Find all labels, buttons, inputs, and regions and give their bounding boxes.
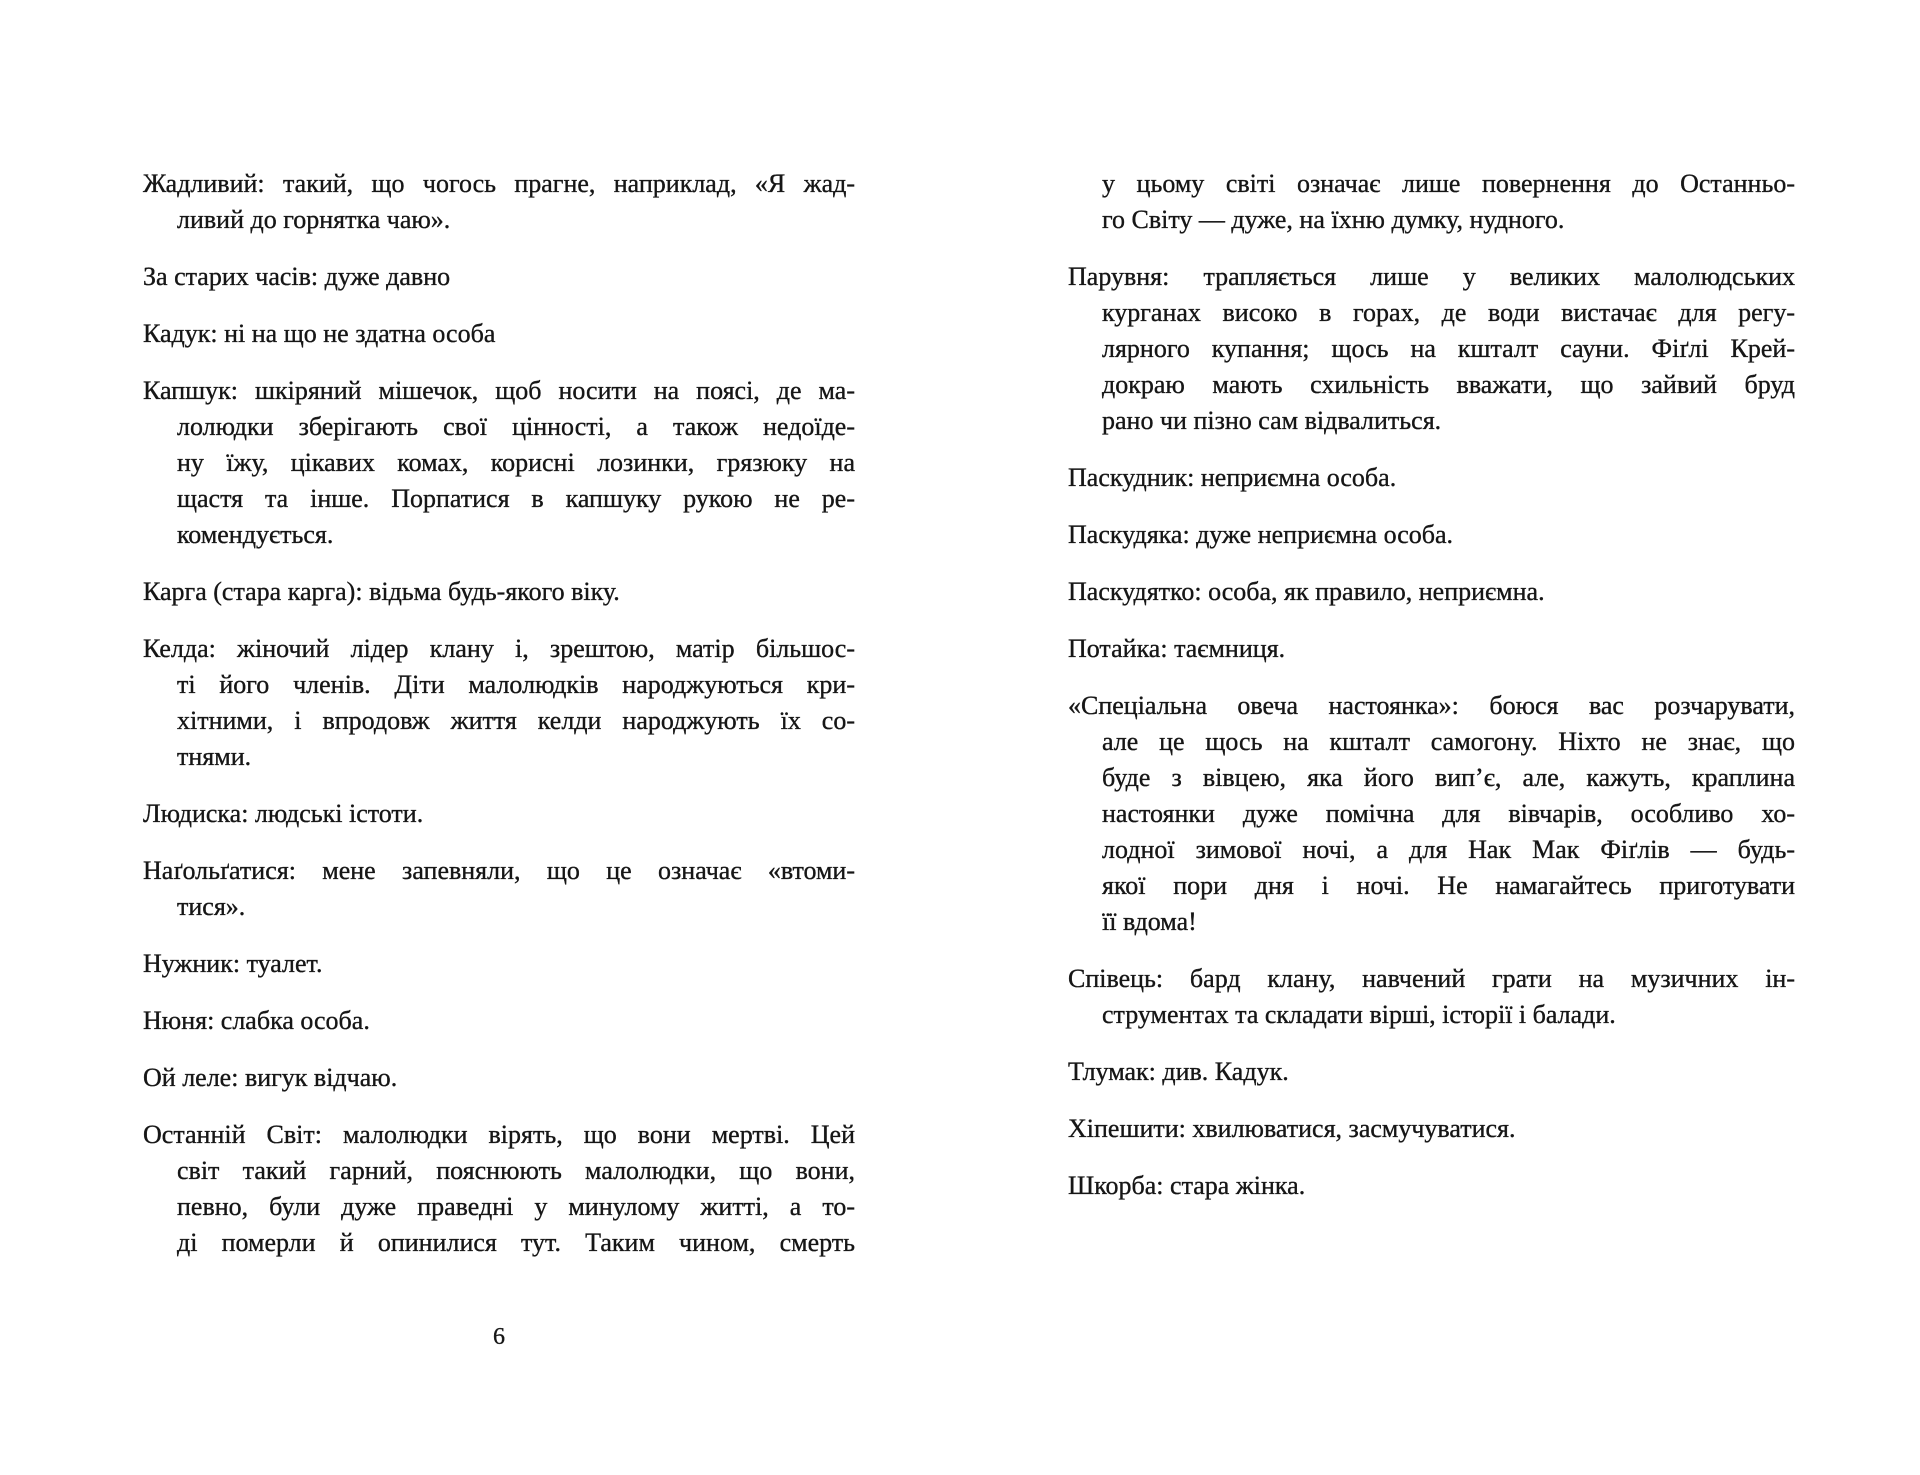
- text-line: Парувня: трапляється лише у великих малолюдських: [1068, 262, 1795, 291]
- text-line: хітними, і впродовж життя келди народжують їх со-: [177, 706, 855, 735]
- glossary-entry: [1068, 1168, 1795, 1204]
- text-line: лодної зимової ночі, а для Нак Мак Фіґлів — будь-: [1102, 835, 1795, 864]
- text-line: Потайка: таємниця.: [1068, 634, 1286, 663]
- text-line: ливий до горнятка чаю».: [177, 205, 451, 234]
- text-line: докраю мають схильність вважати, що зайвий бруд: [1102, 370, 1795, 399]
- text-line: тися».: [177, 892, 246, 921]
- text-line: ді померли й опинилися тут. Таким чином, смерть: [177, 1228, 855, 1257]
- text-line: настоянки дуже помічна для вівчарів, особливо хо-: [1102, 799, 1795, 828]
- text-line: щастя та інше. Порпатися в капшуку рукою не ре-: [177, 484, 855, 513]
- text-line: Жадливий: такий, що чогось прагне, наприклад, «Я жад-: [143, 169, 855, 198]
- text-line: Паскудник: неприємна особа.: [1068, 463, 1397, 492]
- text-line: у цьому світі означає лише повернення до Останньо-: [1102, 169, 1795, 198]
- glossary-entry: [143, 946, 855, 982]
- text-line: Паскудятко: особа, як правило, неприємна.: [1068, 577, 1545, 606]
- text-line: Келда: жіночий лідер клану і, зрештою, матір більшос-: [143, 634, 855, 663]
- glossary-entry: [143, 853, 855, 925]
- left-page-glossary-column: [143, 166, 855, 1261]
- text-line: За старих часів: дуже давно: [143, 262, 451, 291]
- right-page-glossary-column: [1068, 166, 1795, 1204]
- glossary-entry: [143, 574, 855, 610]
- text-line: го Світу — дуже, на їхню думку, нудного.: [1102, 205, 1565, 234]
- text-line: ну їжу, цікавих комах, корисні лозинки, грязюку на: [177, 448, 855, 477]
- text-line: Ой леле: вигук відчаю.: [143, 1063, 398, 1092]
- text-line: Капшук: шкіряний мішечок, щоб носити на поясі, де ма-: [143, 376, 855, 405]
- glossary-entry: [1068, 688, 1795, 940]
- glossary-entry: [143, 631, 855, 775]
- glossary-entry: [143, 166, 855, 238]
- text-line: її вдома!: [1102, 907, 1197, 936]
- text-line: Паскудяка: дуже неприємна особа.: [1068, 520, 1454, 549]
- text-line: Наґольґатися: мене запевняли, що це означає «втоми-: [143, 856, 855, 885]
- text-line: якої пори дня і ночі. Не намагайтесь приготувати: [1102, 871, 1795, 900]
- glossary-entry: [1068, 517, 1795, 553]
- glossary-entry: [143, 373, 855, 553]
- text-line: «Спеціальна овеча настоянка»: боюся вас розчарувати,: [1068, 691, 1795, 720]
- glossary-entry: [143, 259, 855, 295]
- text-line: світ такий гарний, пояснюють малолюдки, що вони,: [177, 1156, 855, 1185]
- text-line: Шкорба: стара жінка.: [1068, 1171, 1306, 1200]
- glossary-entry: [1068, 460, 1795, 496]
- glossary-entry: [1068, 259, 1795, 439]
- text-line: Хіпешити: хвилюватися, засмучуватися.: [1068, 1114, 1516, 1143]
- glossary-entry: [1068, 631, 1795, 667]
- text-line: Співець: бард клану, навчений грати на музичних ін-: [1068, 964, 1795, 993]
- glossary-entry: [1068, 1111, 1795, 1147]
- glossary-entry: [143, 1003, 855, 1039]
- glossary-entry: [1068, 1054, 1795, 1090]
- glossary-entry: [143, 316, 855, 352]
- text-line: Карга (стара карга): відьма будь-якого віку.: [143, 577, 620, 606]
- glossary-entry-continuation: [1068, 166, 1795, 238]
- text-line: лярного купання; щось на кшталт сауни. Фіґлі Крей-: [1102, 334, 1795, 363]
- text-line: певно, були дуже праведні у минулому житті, а то-: [177, 1192, 855, 1221]
- text-line: Нужник: туалет.: [143, 949, 323, 978]
- text-line: Тлумак: див. Кадук.: [1068, 1057, 1289, 1086]
- text-line: Нюня: слабка особа.: [143, 1006, 370, 1035]
- page-number: 6: [493, 1324, 505, 1350]
- text-line: Кадук: ні на що не здатна особа: [143, 319, 496, 348]
- text-line: ті його членів. Діти малолюдків народжуються кри-: [177, 670, 855, 699]
- text-line: лолюдки зберігають свої цінності, а також недоїде-: [177, 412, 855, 441]
- text-line: струментах та складати вірші, історії і балади.: [1102, 1000, 1616, 1029]
- text-line: тнями.: [177, 742, 252, 771]
- glossary-entry: [143, 1117, 855, 1261]
- glossary-entry: [143, 796, 855, 832]
- text-line: комендується.: [177, 520, 334, 549]
- text-line: але це щось на кшталт самогону. Ніхто не знає, що: [1102, 727, 1795, 756]
- text-line: буде з вівцею, яка його вип’є, але, кажуть, краплина: [1102, 763, 1795, 792]
- text-line: Людиска: людські істоти.: [143, 799, 424, 828]
- text-line: рано чи пізно сам відвалиться.: [1102, 406, 1442, 435]
- text-line: Останній Світ: малолюдки вірять, що вони мертві. Цей: [143, 1120, 855, 1149]
- glossary-entry: [143, 1060, 855, 1096]
- glossary-entry: [1068, 961, 1795, 1033]
- glossary-entry: [1068, 574, 1795, 610]
- text-line: курганах високо в горах, де води вистачає для регу-: [1102, 298, 1795, 327]
